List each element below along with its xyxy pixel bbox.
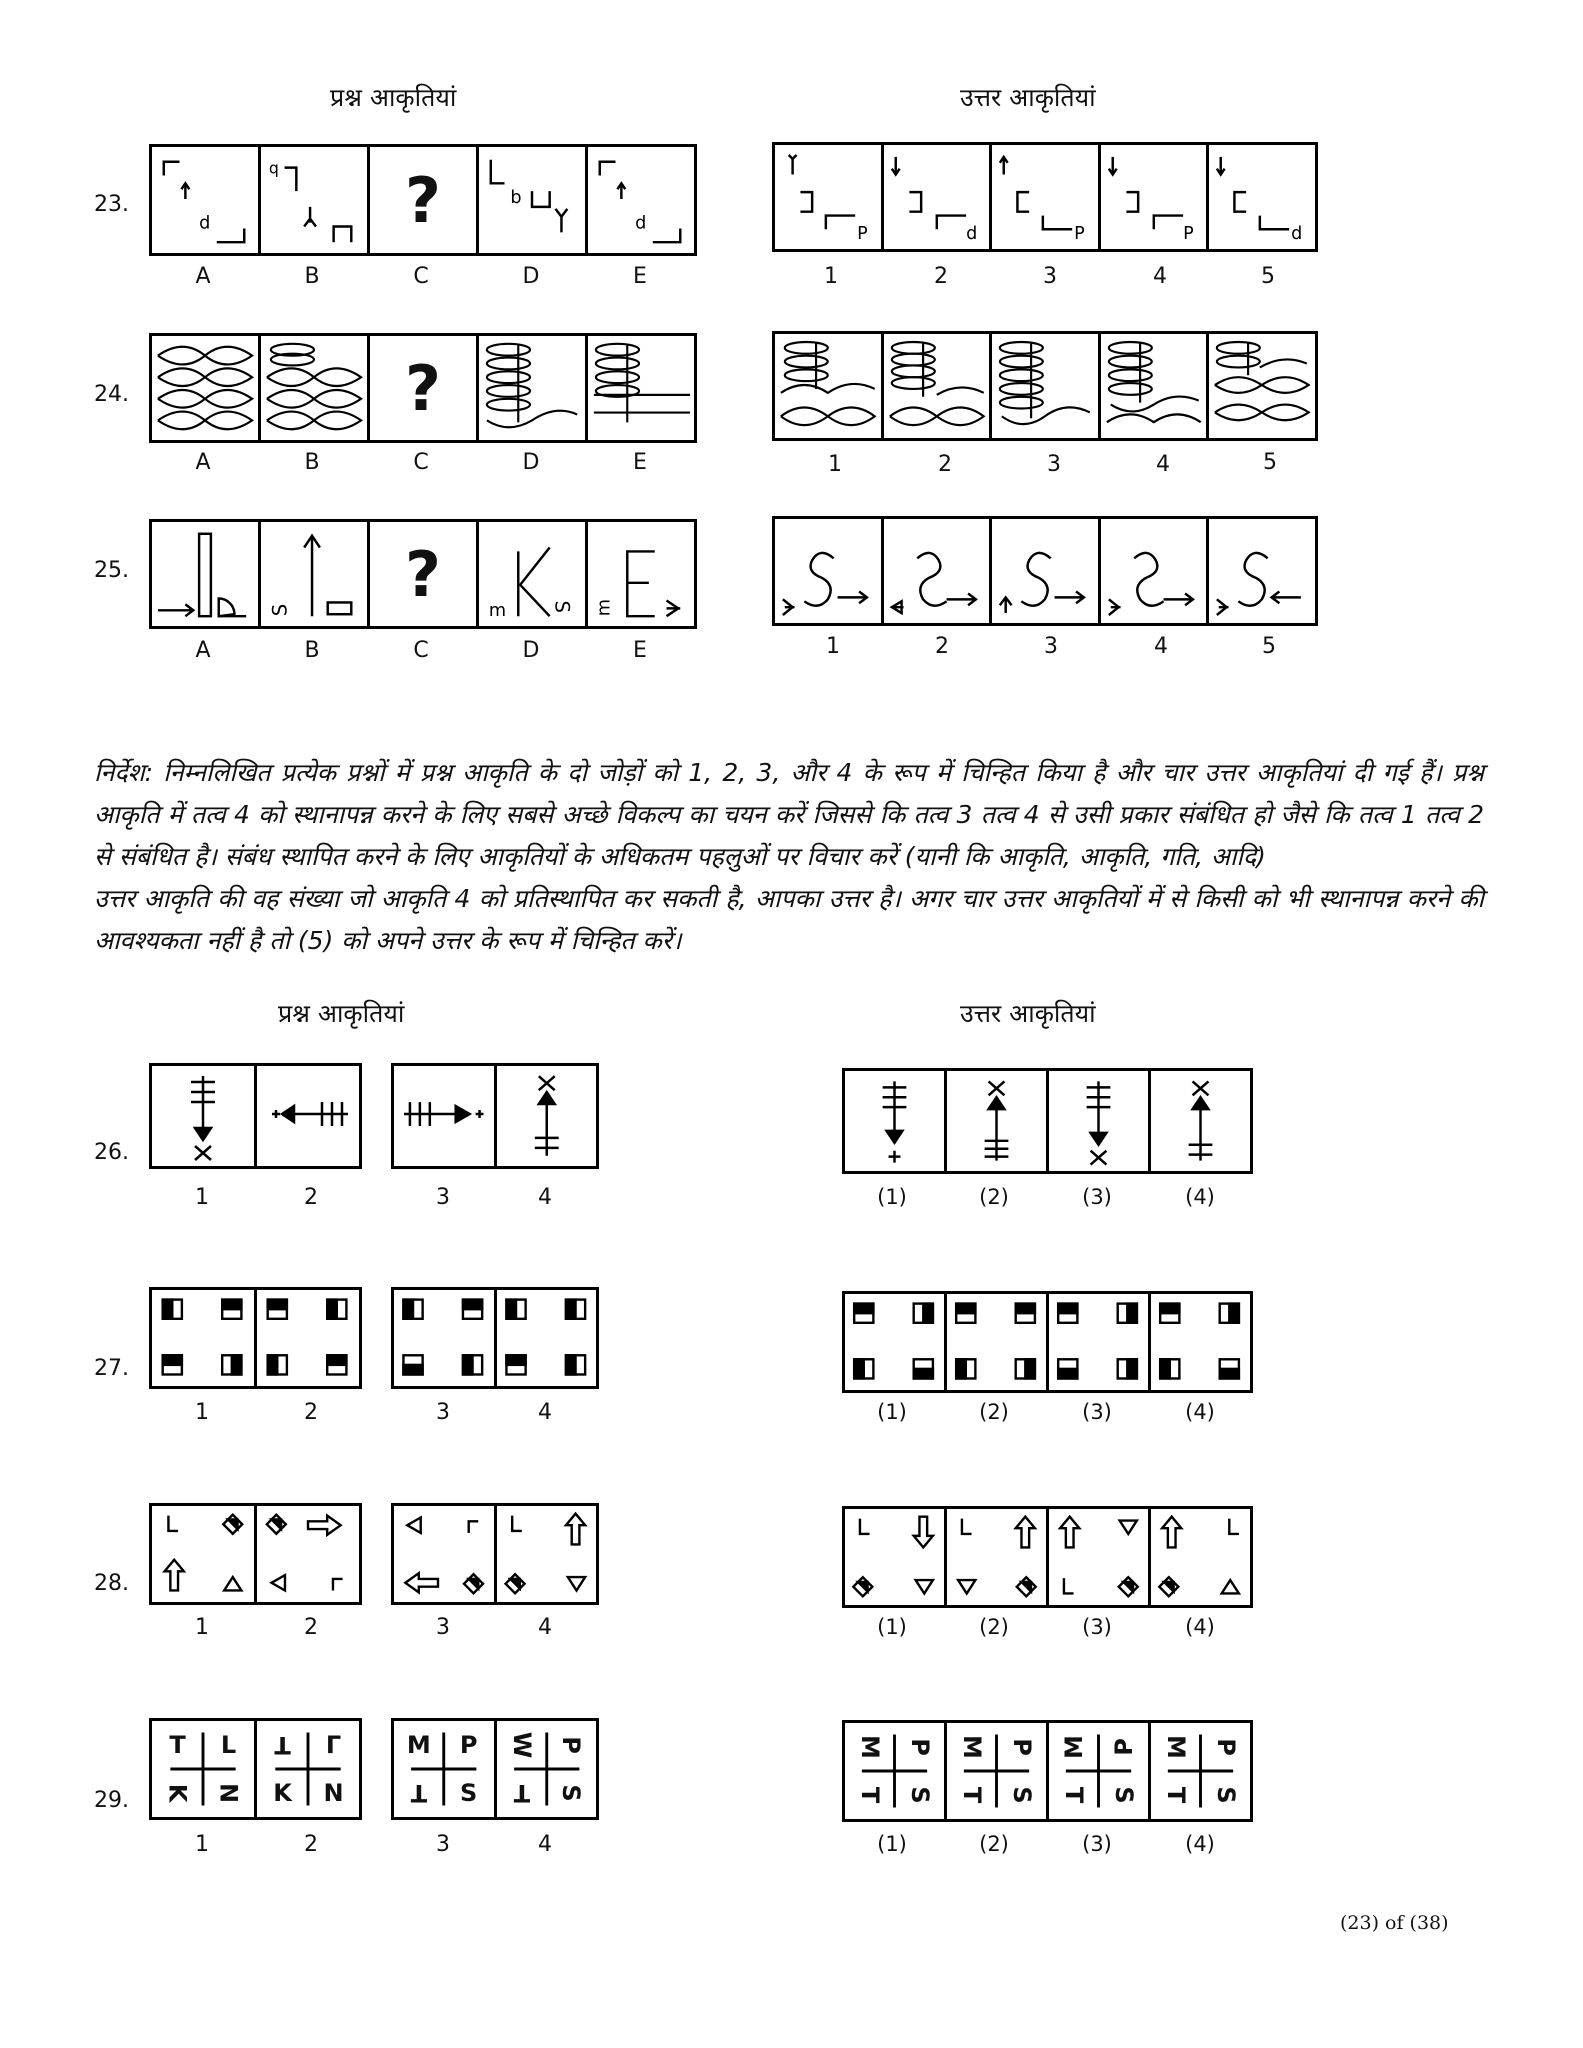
figure-label: 5 [1262,634,1276,659]
q23-answer-3 [992,145,1101,249]
letter-cell: T [855,1786,884,1804]
letter-cell: P [459,1731,478,1759]
q25-question-figures [149,519,697,629]
svg-text:d: d [1291,224,1303,245]
letter-cell: M [1059,1735,1088,1759]
figure-label: (1) [877,1400,907,1424]
letter-cell: T [169,1731,186,1759]
figure-label: D [522,638,540,663]
figure-label: 2 [938,452,952,477]
letter-cell: M [406,1731,431,1759]
svg-text:m: m [488,601,507,622]
q26-answer-3 [1049,1071,1151,1171]
letter-cell: K [273,1779,292,1807]
q24-answer-4 [1101,334,1210,438]
letter-grid [1151,1723,1250,1819]
figure-label: (1) [877,1832,907,1856]
q26-answer-2 [947,1071,1049,1171]
directions-paragraph-2: उत्तर आकृति की वह संख्या जो आकृति 4 को प्रतिस्थापित कर सकती है, आपका उत्तर है। अगर चार उत्तर आकृतियों में से किसी को भी स्थानापन्न करने की आवश्यकता नहीं है तो (5) को अपने उत्तर के रूप में चिन्हित करें। [94,884,1484,955]
question-number: 28. [94,1571,129,1596]
letter-grid [497,1721,597,1817]
figure-label: 4 [1156,452,1170,477]
letter-cell: T [410,1779,428,1807]
figure-label: (2) [979,1400,1009,1424]
q26-figure-4 [497,1066,597,1166]
q26-figure-3 [394,1066,497,1166]
figure-label: (4) [1185,1400,1215,1424]
q24-answer-1 [775,334,884,438]
q27-figure-4 [497,1290,597,1386]
svg-text:P: P [1182,224,1194,245]
missing-figure-mark: ? [405,537,441,611]
q24-answer-2 [884,334,993,438]
letter-cell: Γ [325,1731,342,1759]
figure-label: 5 [1263,450,1277,475]
q24-figure-b [261,336,370,440]
letter-cell: S [459,1779,478,1807]
figure-label: 2 [304,1615,318,1640]
q25-answer-1 [775,519,884,623]
question-number: 29. [94,1788,129,1813]
figure-label: A [195,638,211,663]
q25-answer-4 [1101,519,1210,623]
svg-text:d: d [199,213,211,234]
letter-cell: W [507,1731,536,1759]
directions-text [94,752,1484,962]
q23-figure-d [479,147,588,253]
page-number: (23) of (38) [1340,1912,1449,1934]
letter-cell: P [1007,1738,1036,1756]
figure-label: E [633,450,647,475]
figure-label: 3 [1043,264,1057,289]
figure-label: 4 [538,1185,552,1210]
figure-label: (2) [979,1185,1009,1209]
figure-label: 2 [935,634,949,659]
q28-pair-1 [149,1503,362,1605]
q28-answer-4 [1151,1509,1250,1605]
q26-pair-2 [391,1063,599,1169]
q26-figure-2 [257,1066,359,1166]
q29-figure-4 [497,1721,597,1817]
figure-label: B [304,638,320,663]
q29-figure-3 [394,1721,497,1817]
q27-answer-2 [947,1294,1049,1390]
q27-figure-2 [257,1290,359,1386]
figure-label: 1 [826,634,840,659]
q26-answer-figures [842,1068,1253,1174]
q25-answer-5 [1209,519,1315,623]
q28-answer-1 [845,1509,947,1605]
q29-answer-1 [845,1723,947,1819]
q24-question-figures [149,333,697,443]
q25-figure-d [479,522,588,626]
q25-figure-a [152,522,261,626]
figure-label: (3) [1082,1832,1112,1856]
question-number: 24. [94,382,129,407]
missing-figure-mark: ? [405,163,441,237]
q25-figure-c [370,522,479,626]
letter-grid [257,1721,359,1817]
q23-answer-2 [884,145,993,249]
figure-label: D [522,450,540,475]
letter-cell: S [905,1786,934,1804]
figure-label: (2) [979,1832,1009,1856]
q23-answer-figures [772,142,1318,252]
q23-question-figures [149,144,697,256]
svg-text:d: d [635,213,647,234]
figure-label: A [195,450,211,475]
q29-answer-2 [947,1723,1049,1819]
q24-figure-c [370,336,479,440]
figure-label: 5 [1261,264,1275,289]
figure-label: A [195,264,211,289]
q23-figure-b [261,147,370,253]
figure-label: 1 [195,1615,209,1640]
question-figures-heading: प्रश्न आकृतियां [278,999,405,1028]
letter-cell: T [1059,1786,1088,1804]
q29-pair-1 [149,1718,362,1820]
q24-answer-figures [772,331,1318,441]
answer-figures-heading: उत्तर आकृतियां [960,83,1096,112]
figure-label: 3 [436,1400,450,1425]
svg-text:b: b [510,187,522,208]
question-figures-heading: प्रश्न आकृतियां [330,83,457,112]
figure-label: (4) [1185,1615,1215,1639]
svg-text:S: S [268,603,292,617]
directions-paragraph-1: निर्देश: निम्नलिखित प्रत्येक प्रश्नों में प्रश्न आकृति के दो जोड़ों को 1, 2, 3, और 4 के रूप में चिन्हित किया है और चार उत्तर आकृतियां दी गई हैं। प्रश्न आकृति में तत्व 4 को स्थानापन्न करने के लिए सबसे अच्छे विकल्प का चयन करें जिससे कि तत्व 3 तत्व 4 से उसी प्रकार संबंधित हो जैसे कि तत्व 1 तत्व 2 से संबंधित है। संबंध स्थापित करने के लिए आकृतियों के अधिकतम पहलुओं पर विचार करें (यानी कि आकृति, आकृति, गति, आदि) [94,758,1484,871]
question-number: 23. [94,192,129,217]
figure-label: 1 [195,1400,209,1425]
q24-figure-d [479,336,588,440]
q23-figure-c [370,147,479,253]
figure-label: 1 [195,1185,209,1210]
figure-label: (1) [877,1185,907,1209]
letter-cell: T [957,1786,986,1804]
q26-answer-1 [845,1071,947,1171]
figure-label: (4) [1185,1832,1215,1856]
figure-label: (3) [1082,1185,1112,1209]
letter-cell: P [1109,1738,1138,1756]
q24-answer-5 [1209,334,1315,438]
q23-answer-1 [775,145,884,249]
figure-label: E [633,264,647,289]
figure-label: 3 [436,1185,450,1210]
q28-answer-2 [947,1509,1049,1605]
q25-answer-3 [992,519,1101,623]
figure-label: 4 [538,1400,552,1425]
q27-figure-3 [394,1290,497,1386]
figure-label: (1) [877,1615,907,1639]
svg-text:P: P [1074,224,1085,245]
letter-cell: S [1007,1786,1036,1804]
letter-cell: N [323,1779,344,1807]
question-number: 25. [94,558,129,583]
letter-grid [152,1721,254,1817]
figure-label: D [522,264,540,289]
q27-pair-1 [149,1287,362,1389]
q27-figure-1 [152,1290,257,1386]
q24-figure-a [152,336,261,440]
q25-figure-b [261,522,370,626]
answer-figures-heading: उत्तर आकृतियां [960,999,1096,1028]
figure-label: E [633,638,647,663]
q28-figure-4 [497,1506,597,1602]
q28-answer-figures [842,1506,1253,1608]
missing-figure-mark: ? [405,351,441,425]
q23-figure-a [152,147,261,253]
figure-label: 3 [1044,634,1058,659]
svg-text:q: q [268,158,279,178]
letter-cell: T [1161,1786,1190,1804]
q24-figure-e [588,336,694,440]
svg-text:P: P [857,224,868,245]
figure-label: C [413,450,429,475]
figure-label: C [413,638,429,663]
letter-cell: T [274,1731,291,1759]
q29-answer-4 [1151,1723,1250,1819]
figure-label: B [304,264,320,289]
q29-pair-2 [391,1718,599,1820]
letter-cell: S [1211,1786,1240,1804]
q27-answer-4 [1151,1294,1250,1390]
letter-grid [394,1721,494,1817]
q25-answer-figures [772,516,1318,626]
question-number: 27. [94,1356,129,1381]
figure-label: (2) [979,1615,1009,1639]
letter-cell: L [220,1731,237,1759]
q25-figure-e [588,522,694,626]
letter-cell: S [1109,1786,1138,1804]
letter-cell: K [163,1783,192,1803]
figure-label: 2 [934,264,948,289]
figure-label: 4 [538,1615,552,1640]
q29-figure-2 [257,1721,359,1817]
letter-grid [1049,1723,1148,1819]
figure-label: 4 [1154,634,1168,659]
question-number: 26. [94,1140,129,1165]
figure-label: 3 [436,1615,450,1640]
figure-label: 2 [304,1832,318,1857]
q28-figure-2 [257,1506,359,1602]
figure-label: B [304,450,320,475]
q23-answer-5 [1209,145,1315,249]
figure-label: (3) [1082,1400,1112,1424]
letter-cell: M [855,1735,884,1759]
figure-label: 4 [1153,264,1167,289]
q23-figure-e [588,147,694,253]
q25-answer-2 [884,519,993,623]
figure-label: 2 [304,1185,318,1210]
q28-figure-1 [152,1506,257,1602]
svg-text:d: d [965,224,977,245]
letter-grid [947,1723,1046,1819]
letter-cell: P [557,1736,586,1754]
letter-cell: P [905,1738,934,1756]
letter-grid [845,1723,944,1819]
q28-pair-2 [391,1503,599,1605]
q24-answer-3 [992,334,1101,438]
q29-figure-1 [152,1721,257,1817]
q27-answer-1 [845,1294,947,1390]
letter-cell: M [1161,1735,1190,1759]
figure-label: 1 [195,1832,209,1857]
figure-label: (4) [1185,1185,1215,1209]
figure-label: 1 [824,264,838,289]
letter-cell: S [557,1784,586,1802]
figure-label: 1 [828,452,842,477]
q28-figure-3 [394,1506,497,1602]
q29-answer-figures [842,1720,1253,1822]
letter-cell: N [214,1782,243,1804]
q26-figure-1 [152,1066,257,1166]
figure-label: 2 [304,1400,318,1425]
svg-text:m: m [594,598,615,617]
figure-label: C [413,264,429,289]
figure-label: 3 [436,1832,450,1857]
letter-cell: P [1211,1738,1240,1756]
q26-answer-4 [1151,1071,1250,1171]
q23-answer-4 [1101,145,1210,249]
svg-text:S: S [550,600,574,613]
letter-cell: T [513,1779,530,1807]
figure-label: 4 [538,1832,552,1857]
q27-answer-3 [1049,1294,1151,1390]
q27-pair-2 [391,1287,599,1389]
q28-answer-3 [1049,1509,1151,1605]
q27-answer-figures [842,1291,1253,1393]
figure-label: 3 [1047,452,1061,477]
q26-pair-1 [149,1063,362,1169]
figure-label: (3) [1082,1615,1112,1639]
letter-cell: M [957,1735,986,1759]
q29-answer-3 [1049,1723,1151,1819]
